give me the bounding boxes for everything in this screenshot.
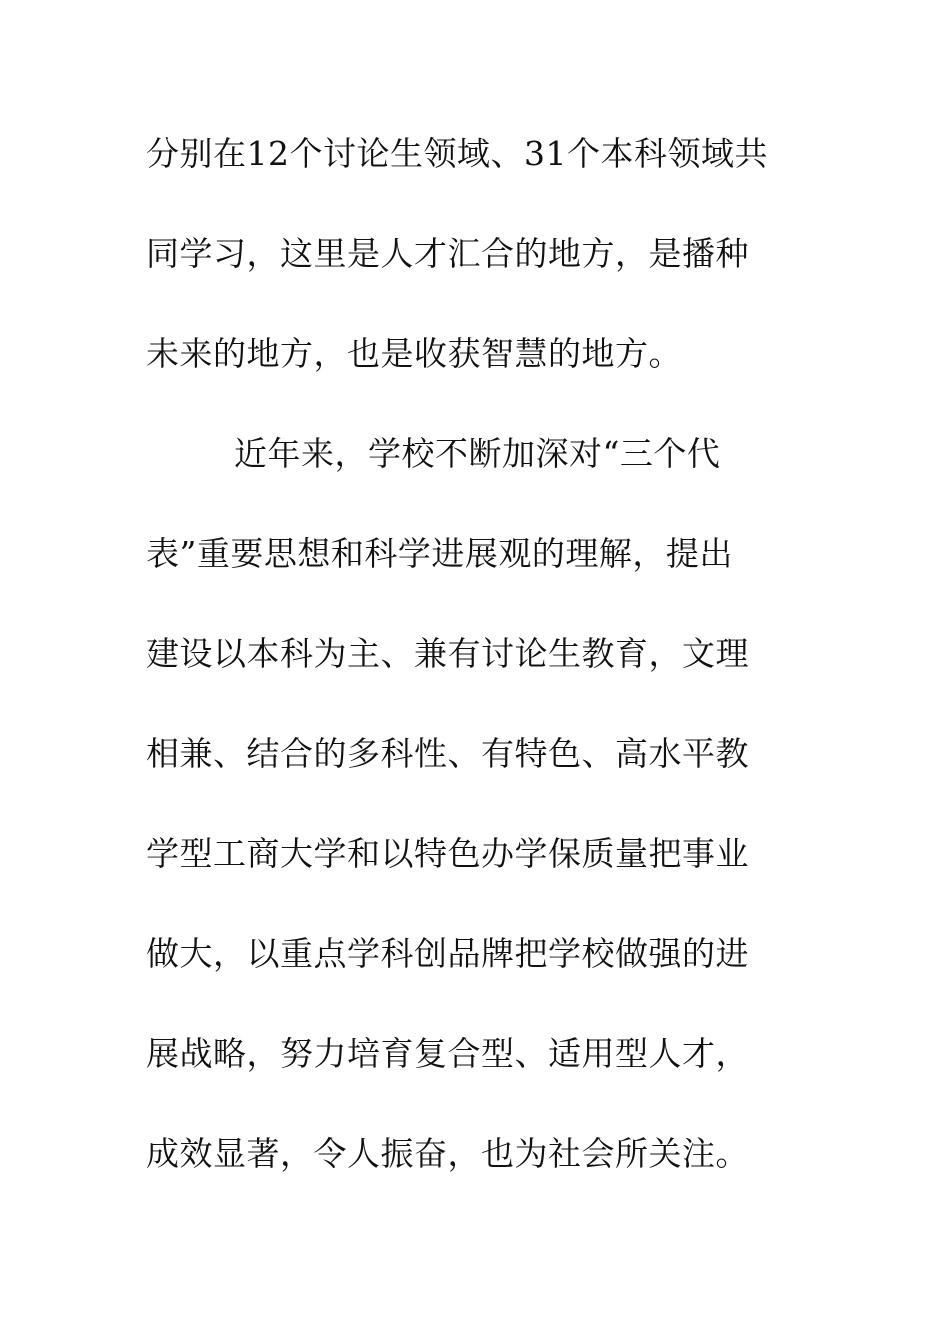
text-line: 表”重要思想和科学进展观的理解，提出: [146, 534, 733, 573]
text-line: 成效显著，令人振奋，也为社会所关注。: [146, 1134, 749, 1173]
body-text: [146, 126, 806, 1226]
text-line: 同学习，这里是人才汇合的地方，是播种: [146, 234, 749, 273]
text-line: 学型工商大学和以特色办学保质量把事业: [146, 834, 749, 873]
text-line: 建设以本科为主、兼有讨论生教育，文理: [146, 634, 749, 673]
text-line: 做大，以重点学科创品牌把学校做强的进: [146, 934, 749, 973]
paragraph-first-line: 近年来，学校不断加深对“三个代: [234, 434, 721, 473]
text-line: 未来的地方，也是收获智慧的地方。: [146, 334, 682, 373]
text-line: 分别在12个讨论生领域、31个本科领域共: [146, 134, 768, 173]
text-line: 展战略，努力培育复合型、适用型人才，: [146, 1034, 749, 1073]
text-line: 相兼、结合的多科性、有特色、高水平教: [146, 734, 749, 773]
